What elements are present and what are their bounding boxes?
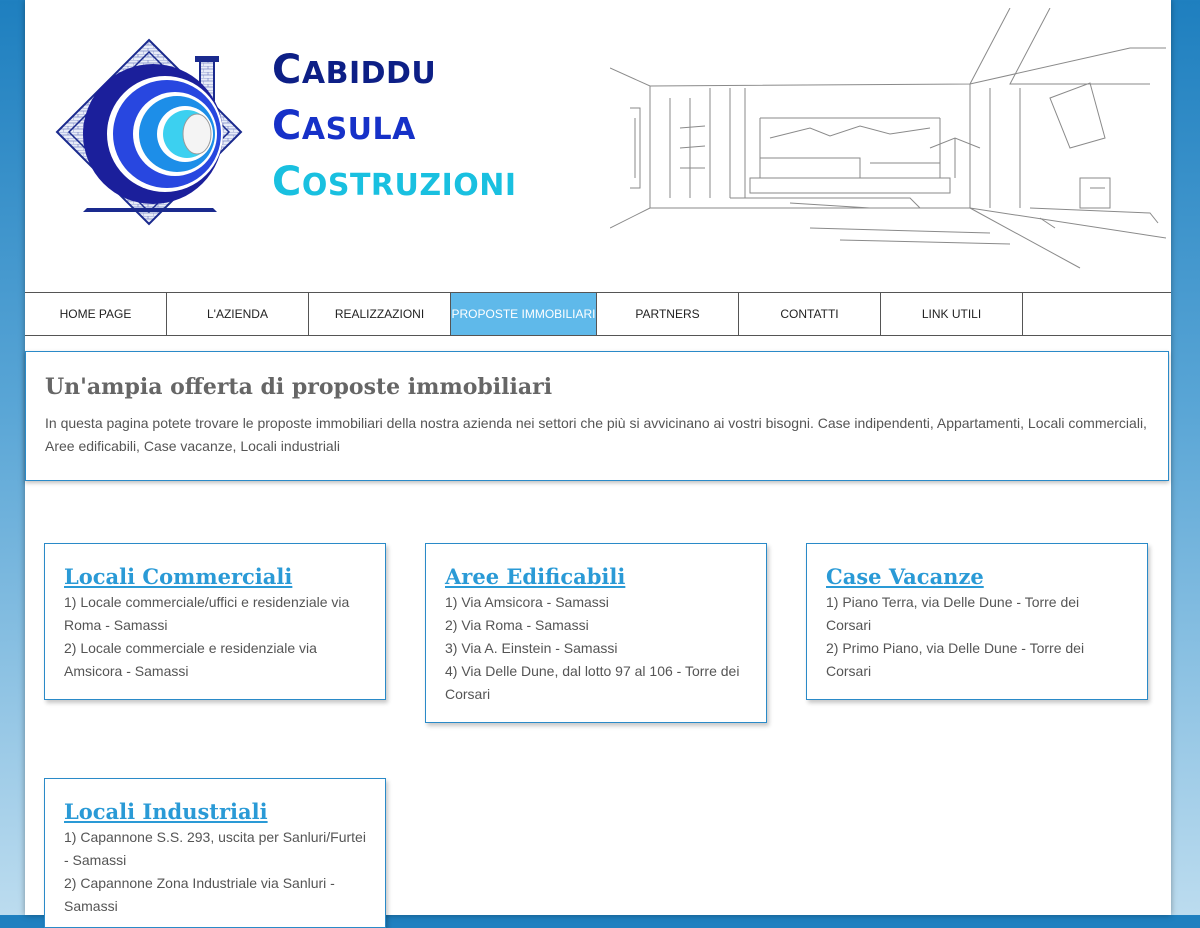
card-title-link[interactable]: Locali Industriali — [64, 799, 268, 824]
nav-item-proposte-immobiliari[interactable]: PROPOSTE IMMOBILIARI — [451, 293, 597, 335]
intro-section — [25, 351, 1169, 481]
list-item: 1) Capannone S.S. 293, uscita per Sanluri/Furtei - Samassi — [64, 829, 366, 868]
main-nav — [25, 292, 1171, 336]
list-item: 2) Via Roma - Samassi — [445, 617, 589, 633]
page-title: Un'ampia offerta di proposte immobiliari — [45, 374, 553, 400]
intro-text: In questa pagina potete trovare le proposte immobiliari della nostra azienda nei settori che più si avvicinano ai vostri bisogni. Case indipendenti, Appartamenti, Locali commerciali, Aree edificabili, Case vacanze, Locali industriali — [45, 415, 1147, 454]
brand-line-2: CASULA — [272, 103, 416, 149]
nav-item-azienda[interactable]: L'AZIENDA — [167, 293, 309, 335]
nav-item-partners[interactable]: PARTNERS — [597, 293, 739, 335]
list-item: 2) Capannone Zona Industriale via Sanluri - Samassi — [64, 875, 335, 914]
card-aree-edificabili — [425, 543, 767, 723]
nav-item-link-utili[interactable]: LINK UTILI — [881, 293, 1023, 335]
header — [25, 0, 1171, 292]
interior-sketch-illustration — [610, 8, 1166, 272]
list-item: 1) Piano Terra, via Delle Dune - Torre dei Corsari — [826, 594, 1080, 633]
house-logo-icon[interactable] — [53, 36, 245, 228]
list-item: 2) Primo Piano, via Delle Dune - Torre dei Corsari — [826, 640, 1085, 679]
nav-item-realizzazioni[interactable]: REALIZZAZIONI — [309, 293, 451, 335]
card-title-link[interactable]: Case Vacanze — [826, 564, 984, 589]
list-item: 1) Via Amsicora - Samassi — [445, 594, 609, 610]
brand-line-1: CABIDDU — [272, 47, 437, 93]
card-locali-commerciali — [44, 543, 386, 700]
list-item: 2) Locale commerciale e residenziale via Amsicora - Samassi — [64, 640, 317, 679]
card-title-link[interactable]: Locali Commerciali — [64, 564, 293, 589]
brand-line-3: COSTRUZIONI — [272, 159, 517, 205]
list-item: 1) Locale commerciale/uffici e residenziale via Roma - Samassi — [64, 594, 350, 633]
card-locali-industriali — [44, 778, 386, 928]
list-item: 4) Via Delle Dune, dal lotto 97 al 106 - Torre dei Corsari — [445, 663, 740, 702]
brand-name — [272, 44, 517, 212]
nav-item-contatti[interactable]: CONTATTI — [739, 293, 881, 335]
card-title-link[interactable]: Aree Edificabili — [445, 564, 626, 589]
card-case-vacanze — [806, 543, 1148, 700]
list-item: 3) Via A. Einstein - Samassi — [445, 640, 618, 656]
nav-item-home[interactable]: HOME PAGE — [25, 293, 167, 335]
page-container — [25, 0, 1171, 915]
